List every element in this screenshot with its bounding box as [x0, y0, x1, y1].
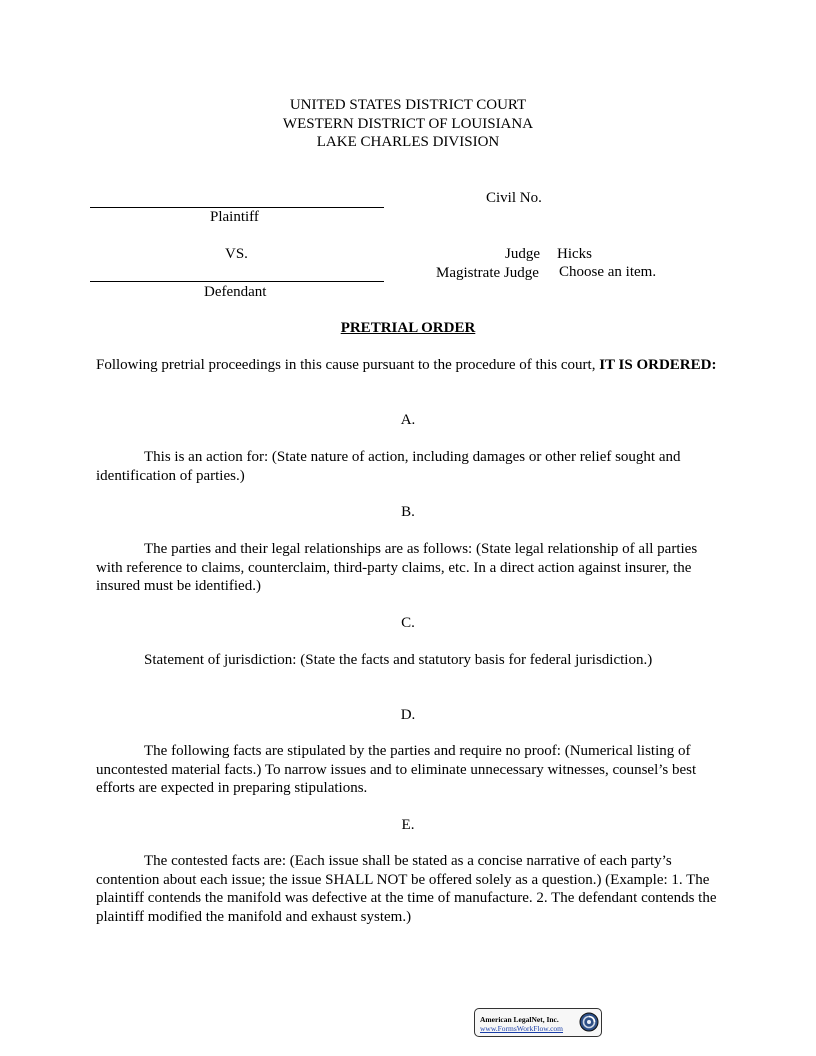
magistrate-judge-label: Magistrate Judge	[436, 265, 539, 281]
section-a-letter: A.	[400, 412, 416, 428]
page-title	[0, 319, 816, 338]
section-e-text: The contested facts are: (Each issue shall be stated as a concise narrative of each party’s contention about each issue; the issue SHALL NOT be offered solely as a question.) (Example: 1. The plaintiff contends the manifold was defective at the time of manufacture. 2. The defendant contends the plaintiff modified the manifold and exhaust system.)	[96, 853, 717, 925]
section-d-text: The following facts are stipulated by the parties and require no proof: (Numerical listing of uncontested material facts.) To narrow issues and to eliminate unnecessary witnesses, counsel’s best efforts are expected in preparing stipulations.	[96, 743, 697, 796]
footer-url-link[interactable]: www.FormsWorkFlow.com	[480, 1024, 564, 1033]
section-e-paragraph	[96, 852, 722, 926]
intro-paragraph	[96, 356, 722, 375]
defendant-label: Defendant	[204, 284, 267, 300]
section-b-text: The parties and their legal relationships are as follows: (State legal relationship of all parties with reference to claims, counterclaim, third-party claims, etc. In a direct action against insurer, the insured must be identified.)	[96, 541, 698, 594]
section-a-text: This is an action for: (State nature of action, including damages or other relief sought and identification of parties.)	[96, 449, 681, 484]
footer-company-name: American LegalNet, Inc.	[480, 1015, 559, 1024]
page-title-text: PRETRIAL ORDER	[340, 320, 476, 336]
judge-value-field[interactable]: Hicks	[557, 246, 592, 262]
court-district: WESTERN DISTRICT OF LOUISIANA	[282, 115, 534, 132]
section-d-letter: D.	[400, 707, 416, 723]
vs-label: VS.	[225, 246, 248, 262]
footer-logo-badge[interactable]	[474, 1008, 602, 1037]
intro-ordered: IT IS ORDERED:	[599, 357, 717, 373]
section-e-letter: E.	[401, 817, 415, 833]
magistrate-judge-dropdown[interactable]: Choose an item.	[559, 264, 657, 280]
plaintiff-label: Plaintiff	[210, 209, 259, 225]
section-c-text: Statement of jurisdiction: (State the facts and statutory basis for federal jurisdiction.)	[144, 652, 653, 668]
globe-icon	[579, 1012, 599, 1032]
section-c-letter: C.	[401, 615, 415, 631]
court-division: LAKE CHARLES DIVISION	[316, 134, 500, 150]
section-c-paragraph	[96, 651, 722, 670]
judge-label: Judge	[505, 246, 540, 262]
section-b-letter: B.	[401, 504, 415, 520]
defendant-signature-line	[90, 281, 384, 282]
court-name: UNITED STATES DISTRICT COURT	[289, 97, 527, 113]
civil-no-label: Civil No.	[486, 190, 542, 206]
section-b-paragraph	[96, 540, 722, 596]
intro-text: Following pretrial proceedings in this cause pursuant to the procedure of this court,	[96, 357, 596, 373]
section-d-paragraph	[96, 742, 722, 798]
section-a-paragraph	[96, 448, 722, 485]
